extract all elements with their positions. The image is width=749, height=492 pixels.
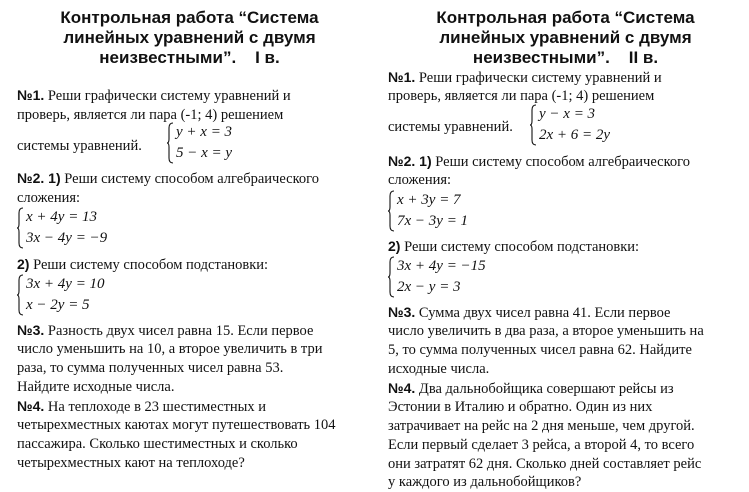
equation: 3x + 4y = 10 [26,276,105,292]
task-4-line-3: затрачивает на рейс на 2 дня меньше, чем другой. [388,418,695,434]
equation: 2x − y = 3 [397,279,461,295]
task-3-line-2: число уменьшить на 10, а второе увеличить в три [17,341,323,357]
title-line: Контрольная работа “Система [60,8,319,27]
task-1-line-1: №1. Реши графически систему уравнений и [17,87,291,104]
task-number: №2. [17,170,45,186]
equation: 7x − 3y = 1 [397,213,469,229]
task-2-line-2: сложения: [17,190,81,206]
task-2-line-2: сложения: [388,172,452,188]
title-line: Контрольная работа “Система [436,8,695,27]
task-number: №4. [17,398,45,414]
task-4-line-4: четырехместных кают на теплоходе? [17,455,245,471]
title-line: линейных уравнений с двумя [439,28,692,47]
variant-1-title [17,8,362,68]
task-4-line-3: пассажира. Сколько шестиместных и сколько [17,436,298,452]
task-3-line-4: исходные числа. [388,361,490,377]
brace-icon [17,274,24,316]
task-4-line-2: Эстонии в Италию и обратно. Один из них [388,399,653,415]
equation: 3x + 4y = −15 [397,258,486,274]
task-2-line-3: 2) Реши систему способом подстановки: [17,256,269,273]
task-number: №1. [17,87,45,103]
task-4-line-6: у каждого из дальнобойщиков? [388,474,582,490]
task-4-line-1: №4. На теплоходе в 23 шестиместных и [17,398,267,415]
task-1-line-3: системы уравнений. [17,138,142,154]
task-1-line-3: системы уравнений. [388,119,513,135]
task-2-line-1: №2. 1) Реши систему способом алгебраического [388,153,690,170]
task-2-system-1 [17,207,147,249]
variant-2-title [388,8,743,68]
title-line: неизвестными”. [99,48,237,67]
task-number: №2. [388,153,416,169]
brace-icon [388,256,395,298]
equation: x + 3y = 7 [397,192,461,208]
task-1-line-2: проверь, является ли пара (-1; 4) решением [17,107,284,123]
task-4-line-1: №4. Два дальнобойщика совершают рейсы из [388,380,674,397]
equation: 5 − x = y [176,145,233,161]
task-4-line-4: Если первый сделает 3 рейса, а второй 4, то всего [388,437,695,453]
equation: y − x = 3 [539,106,596,122]
task-1-line-1: №1. Реши графически систему уравнений и [388,69,662,86]
equation: 2x + 6 = 2y [539,127,611,143]
task-2-system-1 [388,190,518,232]
task-2-line-3: 2) Реши систему способом подстановки: [388,238,640,255]
brace-icon [388,190,395,232]
task-3-line-1: №3. Разность двух чисел равна 15. Если первое [17,322,314,339]
task-number: №4. [388,380,416,396]
equation: x + 4y = 13 [26,209,98,225]
task-1-system [167,122,277,164]
equation: 3x − 4y = −9 [26,230,108,246]
task-4-line-2: четырехместных каютах могут путешествовать 104 [17,417,336,433]
task-2-system-2 [17,274,147,316]
task-4-line-5: они затратят 62 дня. Сколько дней составляет рейс [388,456,702,472]
task-number: №3. [388,304,416,320]
task-3-line-1: №3. Сумма двух чисел равна 41. Если первое [388,304,671,321]
title-line: неизвестными”. [472,48,610,67]
task-1-line-2: проверь, является ли пара (-1; 4) решением [388,88,655,104]
equation: y + x = 3 [176,124,233,140]
task-1-system [530,104,640,146]
equation: x − 2y = 5 [26,297,90,313]
task-number: №3. [17,322,45,338]
variant-label: I в. [255,48,280,67]
task-3-line-4: Найдите исходные числа. [17,379,175,395]
task-3-line-2: число увеличить в два раза, а второе уменьшить на [388,323,704,339]
brace-icon [17,207,24,249]
task-number: №1. [388,69,416,85]
variant-label: II в. [628,48,659,67]
brace-icon [530,104,537,146]
title-line: линейных уравнений с двумя [63,28,316,47]
task-3-line-3: раза, то сумма полученных чисел равна 53. [17,360,284,376]
task-2-system-2 [388,256,518,298]
brace-icon [167,122,174,164]
task-3-line-3: 5, то сумма полученных чисел равна 62. Найдите [388,342,692,358]
task-2-line-1: №2. 1) Реши систему способом алгебраического [17,170,319,187]
